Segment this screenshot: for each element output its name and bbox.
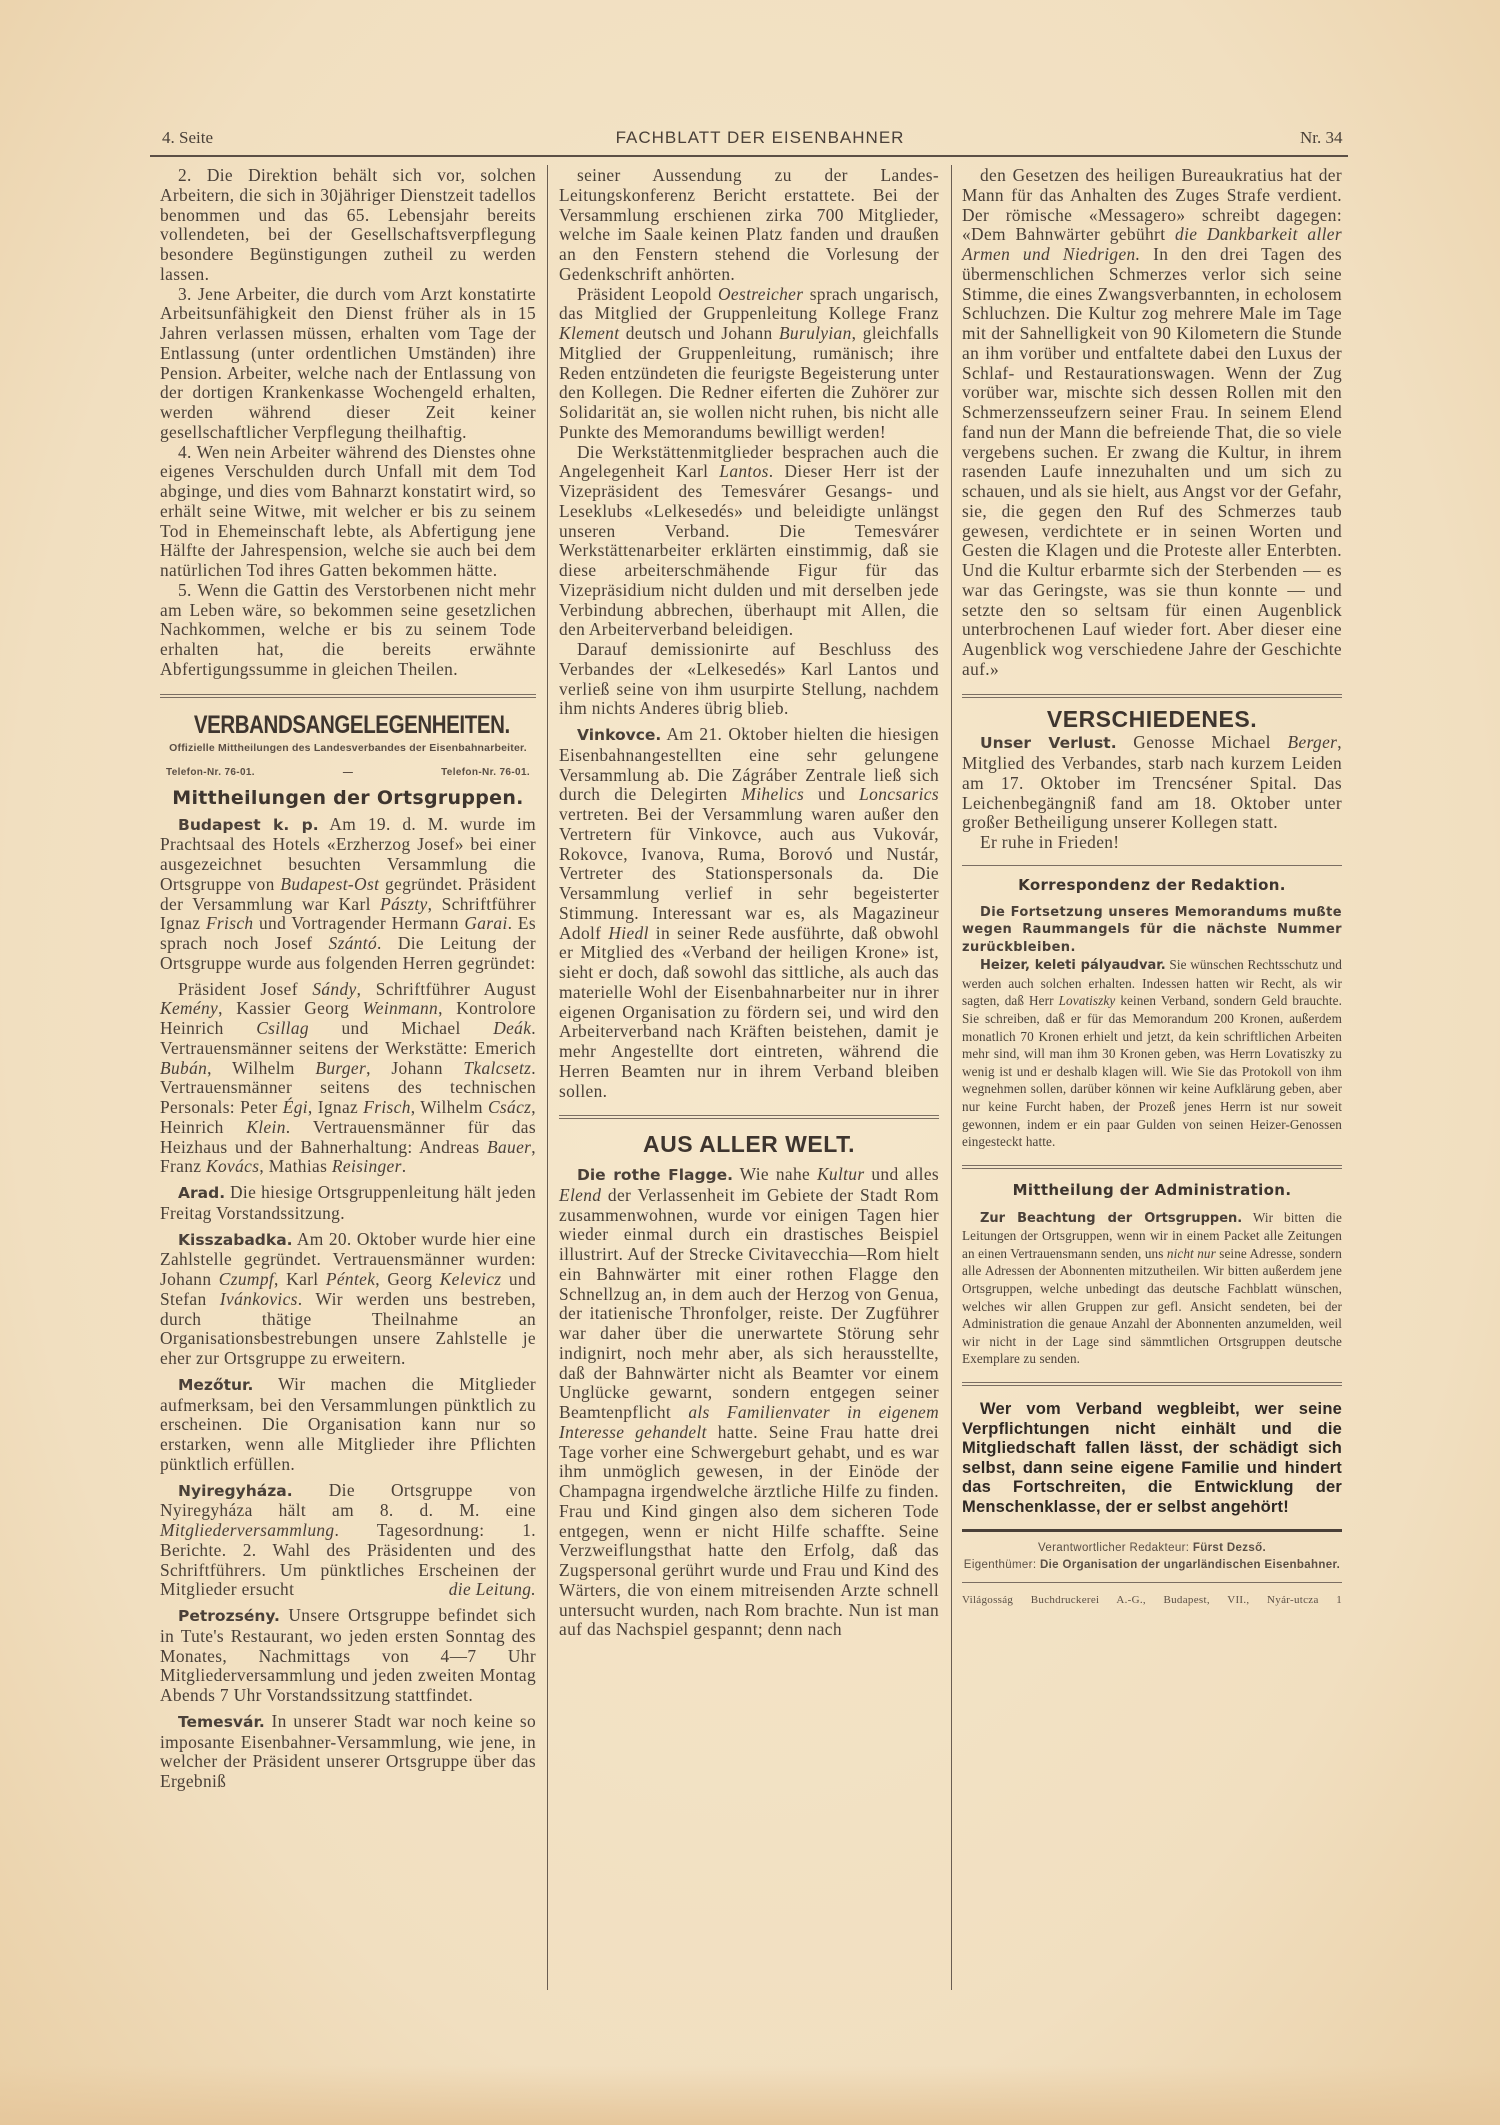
owner-name: Die Organisation der ungarländischen Eisenbahner. (1039, 1559, 1341, 1572)
paragraph-text: Die hiesige Ortsgruppenleitung hält jeden Freitag Vorstandssitzung. (160, 1182, 536, 1223)
paragraph (160, 581, 536, 680)
regulation-paragraphs (160, 166, 536, 680)
paragraph-text: Die Werkstättenmitglieder besprachen auch die Angelegenheit Karl (559, 441, 939, 482)
emphasis-text: Péntek (325, 1269, 376, 1289)
emphasis-text: Klein (246, 1116, 286, 1137)
paragraph-text: Darauf demissionirte auf Beschluss des Verbandes der «Lelkesedés» Karl Lantos und verließ seine von ihm usurpirte Stellung, nachdem ihm nichts Anderes übrig blieb. (559, 639, 939, 719)
paragraph (962, 733, 1342, 833)
editor-line (962, 1540, 1342, 1557)
emphasis-text: Kovács (206, 1156, 260, 1177)
paragraph (962, 1400, 1342, 1518)
paragraph-text: hatte. Seine Frau hatte drei Tage vorher eine Schwergeburt gehabt, und es war ihm unmöglich gewesen, in der Einöde der Champagna irgendwelche ärztliche Hilfe zu finden. Frau und Kind gingen also dem sicheren Tode entgegen, wenn er nicht Hilfe schaffte. Seine Verzweiflungsthat hatte den Erfolg, daß das Zugspersonal gerührt wurde und Frau und Kind des Wärters, die von einem mitreisenden Arzte schnell untersucht wurden, nach Rom brachte. Nun ist man auf das Nachspiel gespannt; denn nach (559, 1421, 939, 1640)
paragraph-text: Am 19. d. M. wurde im Prachtsaal des Hotels «Erzherzog Josef» bei einer ausgezeichnet besuchten Versammlung die Ortsgruppe von (160, 813, 536, 894)
paragraph-text: , Georg (375, 1269, 440, 1289)
owner-label: Eigenthümer: (963, 1559, 1037, 1572)
paragraph-text: Er ruhe in Frieden! (980, 832, 1120, 852)
emphasis-text: Tkalcsetz (463, 1057, 532, 1078)
section-rule (962, 1165, 1342, 1169)
paragraph-text: , Schriftführer August (356, 978, 537, 999)
emphasis-text: Lovatiszky (1058, 993, 1116, 1009)
paragraph-lead: Heizer, keleti pályaudvar. (980, 958, 1166, 974)
emphasis-text: Kemény (160, 998, 219, 1019)
section-title-korrespondenz: Korrespondenz der Redaktion. (1018, 875, 1286, 894)
paragraph-text: 3. Jene Arbeiter, die durch vom Arzt konstatirte Arbeitsunfähigkeit den Dienst früher als in 15 Jahren verlassen müssen, erhalten vom Tage der Entlassung (unter ordentlichen Umständen) ihre Pension. Arbeiter, welche nach der Entlassung von der dortigen Krankenkasse Wochengeld erhalten, werden während dieser Zeit keiner gesellschaftlicher Verpflegung theilhaftig. (160, 283, 536, 442)
paragraph-text: , gleichfalls Mitglied der Gruppenleitung, rumänisch; ihre Reden entzündeten die feurigste Begeisterung unter den Kollegen. Die Redner eiferten die Zuhörer zur Solidarität an, sie wollen nicht ruhen, bis nicht alle Punkte des Memorandums bewilligt werden! (559, 323, 939, 442)
emphasis-text: Szántó (328, 933, 378, 953)
emphasis-text: Bauer (487, 1136, 532, 1157)
emphasis-text: die Dankbarkeit aller Armen und Niedrigen. (962, 224, 1342, 264)
page-edge-shadow (0, 2065, 1500, 2125)
paragraph-text: Die Fortsetzung unseres Memorandums mußte wegen Raummangels für die nächste Nummer zurückbleiben. (962, 904, 1342, 955)
paragraph-text: seine Adresse, sondern alle Adressen der Abonnenten mitzutheilen. Wir bitten außerdem jene Ortsgruppen, welche unbedingt das deutsche Fachblatt wünschen, welches wir allen Gruppen zur gefl. Ansicht sendeten, bei der Administration die genaue Anzahl der Abonnenten anzumelden, weil wir nicht in der Lage sind sämmtlichen Ortsgruppen deutsche Exemplare zu senden. (962, 1245, 1342, 1367)
emphasis-text: Budapest-Ost (280, 873, 380, 894)
emphasis-text: Czumpf (218, 1269, 275, 1289)
paragraph-text: Wir machen die Mitglieder aufmerksam, bei den Versammlungen pünktlich zu erscheinen. Die Organisation kann nur so erstarken, wenn alle Mitglieder ihre Pflichten pünktlich erfüllen. (160, 1373, 536, 1474)
paragraph-text: , Mitglied des Verbandes, starb nach kurzem Leiden am 17. Oktober im Trencséner Spital. Das Leichenbegängniß fand am 18. Oktober unter großer Betheiligung unserer Kollegen statt. (962, 732, 1342, 833)
emphasis-text: Csillag (256, 1018, 309, 1038)
paragraph (160, 1481, 536, 1601)
printer-line: Világosság Buchdruckerei A.-G., Budapest, VII., Nyár-utcza 1 (962, 1594, 1342, 1607)
paragraph-lead: Mezőtur. (178, 1375, 254, 1394)
paragraph-text: , Johann (366, 1057, 464, 1078)
paragraph (962, 1209, 1342, 1368)
section-subtitle: Offizielle Mittheilungen des Landesverbandes der Eisenbahnarbeiter. (169, 742, 527, 755)
paragraph-lead: Unser Verlust. (980, 734, 1117, 753)
paragraph (962, 956, 1342, 1151)
emphasis-text: Frisch (363, 1097, 411, 1117)
section-title-verschiedenes: VERSCHIEDENES. (1046, 705, 1258, 732)
paragraph-lead: Zur Beachtung der Ortsgruppen. (980, 1210, 1243, 1226)
paragraph (559, 443, 939, 641)
local-group-reports (160, 815, 536, 1792)
emphasis-text: Hiedl (608, 922, 649, 943)
paragraph-text: und alles (864, 1164, 940, 1184)
emphasis-text: Mihelics (741, 784, 805, 805)
world-news-continuation (962, 166, 1342, 680)
paragraph (160, 1606, 536, 1706)
section-rule (559, 1115, 939, 1119)
membership-appeal (962, 1400, 1342, 1518)
paragraph-lead: Arad. (178, 1184, 226, 1202)
paragraph-text: Wir bitten die Leitungen der Ortsgruppen, wenn wir in einem Packet alle Zeitungen an einen Vertrauensmann senden, uns (962, 1209, 1342, 1261)
paragraph (559, 640, 939, 719)
paragraph-text: und Stefan (160, 1269, 536, 1309)
subsection-title-ortsgruppen: Mittheilungen der Ortsgruppen. (172, 786, 524, 809)
paragraph-text: den Gesetzen des heiligen Bureaukratius hat der Mann für das Anhalten des Zuges Strafe verdient. Der römische «Messagero» schreibt dagegen: «Dem Bahnwärter gebührt (962, 165, 1342, 245)
section-title-administration: Mittheilung der Administration. (1012, 1180, 1292, 1199)
paragraph (559, 725, 939, 1101)
paragraph-text: , Wilhelm (410, 1097, 488, 1117)
emphasis-text: Pászty (380, 893, 428, 914)
paragraph-text: in seiner Rede ausführte, daß obwohl er Mitglied des «Verband der heiligen Krone» ist, sieht er doch, daß sowohl das sittliche, als auch das materielle Wohl der Eisenbahnarbeiter nur in ihrer eigenen Organisation zu fördern sei, und wird den Arbeiterverband nach Kräften beistehen, damit je mehr Angestellte dort eintreten, während die Herren Beamten nur in ihrem Verband bleiben sollen. (559, 922, 939, 1101)
emphasis-text: Berger (1287, 732, 1338, 753)
misc-news (962, 733, 1342, 853)
paragraph-text: . Vertrauensmänner seitens des technischen Personals: Peter (160, 1057, 536, 1117)
paragraph-text: Am 20. Oktober wurde hier eine Zahlstelle gegründet. Vertrauensmänner wurden: Johann (160, 1228, 536, 1289)
paragraph (160, 1183, 536, 1224)
paragraph-text: , Franz (160, 1136, 536, 1177)
paragraph-text: Präsident Josef (178, 978, 313, 999)
paragraph (160, 166, 536, 285)
paragraph-text: 4. Wen nein Arbeiter während des Dienstes ohne eigenes Verschulden durch Unfall mit dem Tod abginge, und dies vom Bahnarzt konstatirt wird, so erhält seine Witwe, mit welcher er bis zu seinem Tod in Ehemeinschaft lebte, als Abfertigung jene Hälfte der Jahrespension, welche sie auch bei dem natürlichen Tod ihres Gatten bekommen hätte. (160, 441, 536, 580)
paragraph-text: Am 21. Oktober hielten die hiesigen Eisenbahnangestellten eine sehr gelungene Versammlung ab. Die Zágráber Zentrale ließ sich durch die Delegirten (559, 724, 939, 805)
emphasis-text: Frisch (205, 913, 254, 934)
paragraph-text: . Vertrauensmänner für das Heizhaus und der Bahnerhaltung: Andreas (160, 1116, 536, 1157)
paragraph-text: , Karl (274, 1269, 326, 1289)
phone-right: Telefon-Nr. 76-01. (441, 767, 530, 778)
owner-line (962, 1557, 1342, 1574)
paragraph-text: und (804, 784, 860, 805)
paragraph (160, 1712, 536, 1792)
administration-notice (962, 1209, 1342, 1368)
column-divider (951, 165, 952, 1990)
issue-number: Nr. 34 (1300, 128, 1343, 147)
page-number: 4. Seite (162, 128, 213, 147)
paragraph-text: Sie wünschen Rechtsschutz und werden auch solchen erhalten. Indessen hatten wir Recht, als wir sagten, daß Herr (962, 957, 1342, 1009)
emphasis-text: Deák (493, 1018, 532, 1038)
paragraph-text: . Wir werden uns bestreben, durch thätige Theilnahme an Organisationsbestrebungen unsere Zahlstelle je eher zur Ortsgruppe zu erweitern. (160, 1288, 536, 1368)
paragraph-text: Unsere Ortsgruppe befindet sich in Tute's Restaurant, wo jeden ersten Sonntag des Monates, Nachmittags von 4—7 Uhr Mitgliederversammlung und jeden zweiten Montag Abends 7 Uhr Vorstandssitzung stattfindet. (160, 1605, 536, 1705)
signature: die Leitung. (448, 1579, 536, 1600)
paragraph-text: Wer vom Verband wegbleibt, wer seine Verpflichtungen nicht einhält und die Mitgliedschaft fallen lässt, der schädigt sich selbst, dann seine eigene Familie und hindert das Fortschreiten, die Entwicklung der Menschenklasse, der er selbst angehört! (962, 1399, 1342, 1516)
paragraph-text: Die Ortsgruppe von Nyiregyháza hält am 8. d. M. eine (160, 1479, 536, 1521)
paragraph-text: In den drei Tagen des übermenschlichen Schmerzes verlor sich seine Stimme, die eines Zwangsverbannten, in echolosem Schluchzen. Die Kultur zog mehrere Male im Tage mit der Sahnelligkeit von 90 Kilometern die Stunde an ihm vorüber und entfaltete dabei den Luxus der Schlaf- und Restaurationswagen. Wenn der Zug vorüber war, mischte sich dessen Rollen mit den Schmerzensseufzern seiner Frau. In seinem Elend fand nun der Mann die befreiende That, die so viele vergebens suchen. Er zwang die Kultur, in ihrem rasenden Laufe innezuhalten und um sich zu schauen, und als sie hielt, aus Angst vor der Gefahr, sie, die gegen den Ruf des Schmerzes taub gewesen, verdichtete er in seinen Worten und Gesten die Klagen und die Proteste aller Enterbten. Und die Kultur erbarmte sich der Sterbenden — es war das Geringste, was sie thun konnte — und setzte den so seltsam für einen Augenblick unterbrochenen Lauf wieder fort. Aber dieser eine Augenblick wog verschiedene Jahre der Geschichte auf.» (962, 244, 1342, 679)
emphasis-text: Reisinger (331, 1156, 402, 1177)
imprint (962, 1540, 1342, 1574)
paragraph (160, 1230, 536, 1369)
report-continuation (559, 166, 939, 1101)
paragraph-text: , Schriftführer Ignaz (160, 893, 536, 934)
phone-dash: — (342, 767, 354, 778)
paragraph-text: 2. Die Direktion behält sich vor, solchen Arbeitern, die sich in 30jähriger Dienstzeit tadellos benommen und das 65. Lebensjahr bereits vollendeten, bei der Gesellschaftsverpflegung besondere Begünstigungen zutheil zu werden lassen. (160, 165, 536, 284)
editor-name: Fürst Dezső. (1192, 1542, 1267, 1555)
correspondence-notice (962, 904, 1342, 957)
emphasis-text: Kultur (816, 1164, 865, 1184)
section-title-aus-aller-welt: AUS ALLER WELT. (643, 1131, 855, 1158)
header-rule (150, 155, 1348, 157)
paragraph (962, 166, 1342, 680)
paragraph-text: und Vortragender Hermann (253, 913, 465, 934)
paragraph-text: In unserer Stadt war noch keine so imposante Eisenbahner-Versammlung, wie jene, in welcher der Präsident unserer Ortsgruppe über das Ergebniß (160, 1710, 536, 1791)
paragraph-lead: Petrozsény. (178, 1607, 280, 1625)
emphasis-text: Burulyian (778, 323, 852, 343)
paragraph-lead: Vinkovce. (577, 726, 662, 744)
paragraph-text: , Ignaz (307, 1097, 364, 1117)
column-divider (547, 165, 548, 1990)
paragraph-text: Wie nahe (733, 1164, 817, 1184)
paragraph-text: Genosse Michael (1116, 732, 1288, 753)
section-rule (962, 1382, 1342, 1386)
paragraph-text: , Mathias (259, 1156, 332, 1177)
paragraph-text: , Heinrich (160, 1097, 536, 1137)
emphasis-text: Kelevicz (439, 1269, 502, 1289)
paragraph-text: sprach ungarisch, das Mitglied der Gruppenleitung Kollege Franz (559, 283, 939, 324)
paragraph (160, 285, 536, 443)
paragraph-lead: Temesvár. (178, 1712, 265, 1731)
paragraph-text: . Tagesordnung: 1. Berichte. 2. Wahl des Präsidenten und des Schriftführers. Um pünktliches Erscheinen der Mitglieder ersucht (160, 1520, 536, 1600)
paragraph-text: . Vertrauensmänner seitens der Werkstätte: Emerich (160, 1018, 536, 1058)
emphasis-text: Csácz (487, 1097, 532, 1117)
column-2 (559, 166, 939, 1640)
imprint-rule (962, 1582, 1342, 1583)
column-1 (160, 166, 536, 1792)
paragraph (160, 980, 536, 1178)
section-title-verbandsangelegenheiten: VERBANDSANGELEGENHEITEN. (193, 710, 510, 739)
paragraph-text: , Kontrolore Heinrich (160, 998, 537, 1038)
paragraph-text: , Kassier Georg (218, 998, 363, 1019)
section-rule (962, 865, 1342, 866)
emphasis-text: Garai (464, 913, 508, 934)
emphasis-text: Égi (282, 1097, 308, 1117)
paragraph-text: . (401, 1156, 407, 1177)
paragraph-text: . Die Leitung der Ortsgruppe wurde aus folgenden Herren gegründet: (160, 933, 537, 973)
section-rule (160, 694, 536, 698)
emphasis-text: Mitgliederversammlung (160, 1520, 335, 1540)
emphasis-text: nicht nur (1166, 1245, 1216, 1261)
paragraph-text: deutsch und Johann (619, 323, 779, 343)
emphasis-text: als Familienvater in eigenem Interesse gehandelt (559, 1402, 939, 1442)
paragraph-text: seiner Aussendung zu der Landes-Leitungskonferenz Bericht erstattete. Bei der Versammlung erschienen zirka 700 Mitglieder, welche im Saale keinen Platz fanden und draußen an den Fenstern stehend die Vorlesung der Gedenkschrift anhörten. (559, 165, 939, 284)
emphasis-text: Weinmann (362, 998, 439, 1019)
paragraph-text: der Verlassenheit im Gebiete der Stadt Rom zusammenwohnen, wurde vor einigen Tagen hier wieder einmal durch ein drastisches Beispiel illustrirt. Auf der Strecke Civitavecchia—Rom hielt ein Bahnwärter mit einer rothen Flagge den Schnellzug an, in dem auch der Herzog von Genua, der itatienische Thronfolger, reiste. Der Zugführer war daher über die unerwartete Störung sehr indignirt, noch mehr aber, als sich herausstellte, daß der Bahnwärter nicht als Beamter vor einem Unglücke gewarnt, sondern entgegen seiner Beamtenpflicht (559, 1184, 939, 1422)
paragraph (559, 285, 939, 443)
emphasis-text: Oestreicher (718, 283, 804, 304)
paragraph-lead: Nyiregyháza. (178, 1481, 293, 1500)
correspondence-reply (962, 956, 1342, 1151)
paragraph (160, 443, 536, 581)
paragraph-lead: Die rothe Flagge. (577, 1166, 734, 1184)
section-rule (962, 694, 1342, 698)
paragraph (962, 833, 1342, 853)
paragraph-text: gegründet. Präsident der Versammlung war Karl (160, 873, 536, 914)
column-3 (962, 166, 1342, 1611)
paragraph-text: vertreten. Bei der Versammlung waren außer den Vertretern für Vinkovce, auch aus Vukovár, Rokovce, Ivanova, Ruma, Borovó und Nustár, Vertreter des Stationspersonals da. Die Versammlung verlief in sehr begeisterter Stimmung. Interessant war es, als Magazineur Adolf (559, 804, 939, 943)
phone-line (166, 763, 530, 783)
emphasis-text: Loncsarics (859, 784, 939, 805)
paragraph-text: , Wilhelm (207, 1057, 316, 1078)
imprint-rule (962, 1529, 1342, 1532)
emphasis-text: Elend (559, 1184, 602, 1205)
paragraph-text: 5. Wenn die Gattin des Verstorbenen nicht mehr am Leben wäre, so bekommen seine gesetzlichen Nachkommen, welche er bis zu seinem Tode erhalten hat, die bereits erwähnte Abfertigungssumme in gleichen Theilen. (160, 579, 536, 679)
paragraph (160, 815, 536, 974)
paragraph-lead: Budapest k. p. (178, 815, 319, 834)
paragraph-text: . Dieser Herr ist der Vizepräsident des Temesvárer Gesangs- und Leseklubs «Lelkesedés» und beleidigte unlängst unseren Verband. Die Temesvárer Werkstättenarbeiter erklärten einstimmig, daß sie diese arbeiterschmähende Figur für das Vizepräsidium nicht dulden und mit derselben jede Verbindung abbrechen, überhaupt mit Allen, die den Arbeiterverband beleidigen. (559, 461, 939, 640)
phone-left: Telefon-Nr. 76-01. (166, 767, 255, 778)
world-news (559, 1165, 939, 1640)
emphasis-text: Burger (315, 1057, 367, 1078)
paragraph (559, 1165, 939, 1640)
emphasis-text: Lantos (719, 461, 769, 482)
newspaper-title: FACHBLATT DER EISENBAHNER (615, 128, 905, 147)
paragraph-text: Präsident Leopold (577, 283, 719, 304)
emphasis-text: Sándy (312, 978, 357, 999)
paragraph-text: . Es sprach noch Josef (160, 913, 536, 953)
paragraph-text: keinen Verband, sondern Geld brauchte. Sie schreiben, daß er für das Memorandum 200 Kronen, außerdem monatlich 70 Kronen erhielt und jetzt, da kein schriftlichen Arbeiten mehr sind, will man ihm 30 Kronen geben, was Herrn Lovatiszky zu wenig ist und er deshalb klagen will. Wie Sie das Protokoll von ihm wegnehmen sollen, darüber können wir keine Aufklärung geben, aber nur keine Furcht haben, der Prozeß jenes Herrn ist nur soweit gewonnen, indem er ein paar Gulden von seinen Heizer-Genossen eingesteckt hatte. (962, 993, 1342, 1150)
paragraph-text: und Michael (308, 1018, 494, 1038)
emphasis-text: Bubán (160, 1057, 208, 1078)
editor-label: Verantwortlicher Redakteur: (1037, 1542, 1190, 1555)
emphasis-text: Ivánkovics (219, 1288, 298, 1309)
emphasis-text: Klement (559, 323, 620, 343)
paragraph (559, 166, 939, 285)
paragraph-lead: Kisszabadka. (178, 1230, 293, 1249)
paragraph (962, 904, 1342, 957)
paragraph (160, 1375, 536, 1475)
